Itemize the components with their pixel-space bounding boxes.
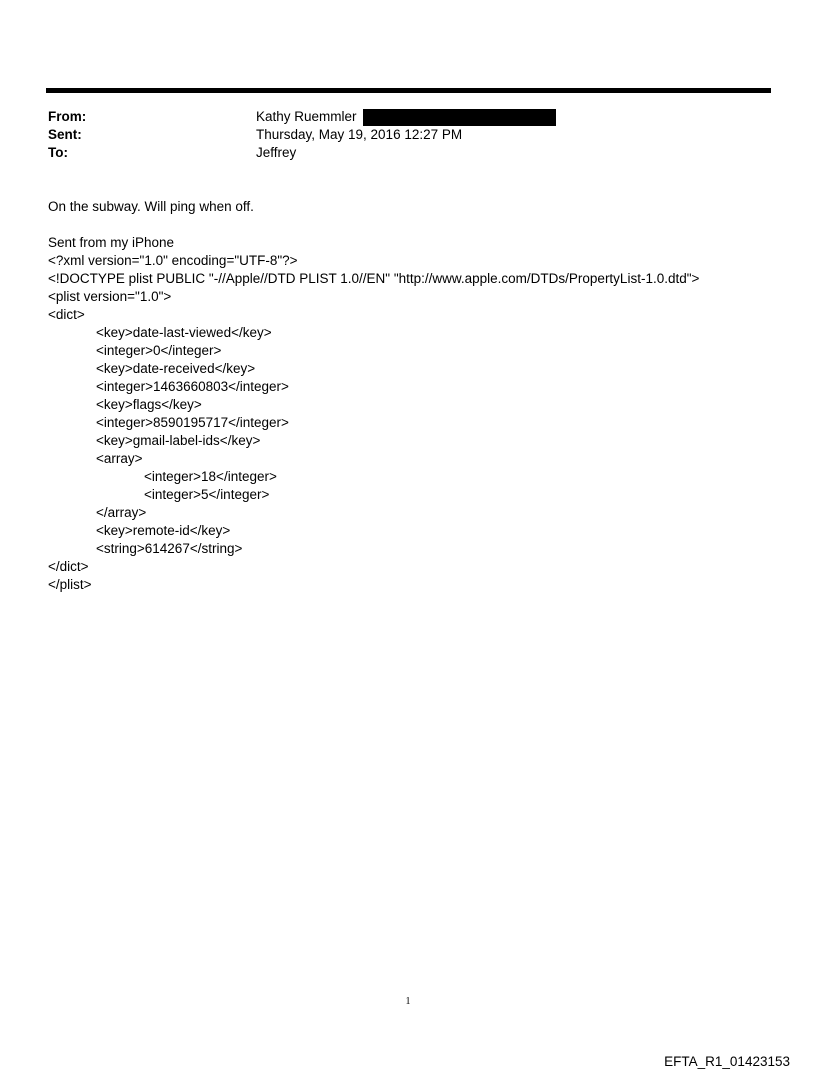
sent-value: Thursday, May 19, 2016 12:27 PM [256,127,463,142]
plist-line: <key>flags</key> [96,397,202,412]
to-label: To: [48,145,68,160]
to-value: Jeffrey [256,145,297,160]
dict-open-line: <dict> [48,307,85,322]
plist-open-line: <plist version="1.0"> [48,289,172,304]
plist-line: <key>date-last-viewed</key> [96,325,272,340]
from-value [256,108,556,126]
plist-line: <integer>5</integer> [144,487,270,502]
redaction-block [363,109,556,126]
doctype-line: <!DOCTYPE plist PUBLIC "-//Apple//DTD PLIST 1.0//EN" "http://www.apple.com/DTDs/PropertyList-1.0.dtd"> [48,271,700,286]
plist-line: <key>date-received</key> [96,361,256,376]
plist-close-line: </plist> [48,577,92,592]
message-text: On the subway. Will ping when off. [48,199,254,214]
plist-line: <integer>0</integer> [96,343,222,358]
plist-line: </array> [96,505,147,520]
xml-declaration-line: <?xml version="1.0" encoding="UTF-8"?> [48,253,298,268]
plist-line: <integer>8590195717</integer> [96,415,289,430]
plist-line: <key>remote-id</key> [96,523,231,538]
plist-line: <string>614267</string> [96,541,243,556]
signature-line: Sent from my iPhone [48,235,175,250]
header-divider [46,88,771,93]
sender-name: Kathy Ruemmler [256,109,357,124]
plist-line: <key>gmail-label-ids</key> [96,433,261,448]
dict-close-line: </dict> [48,559,89,574]
document-id: EFTA_R1_01423153 [664,1054,790,1069]
sent-label: Sent: [48,127,82,142]
plist-line: <integer>1463660803</integer> [96,379,289,394]
page-number: 1 [405,996,411,1007]
plist-line: <array> [96,451,143,466]
plist-line: <integer>18</integer> [144,469,277,484]
from-label: From: [48,109,87,124]
